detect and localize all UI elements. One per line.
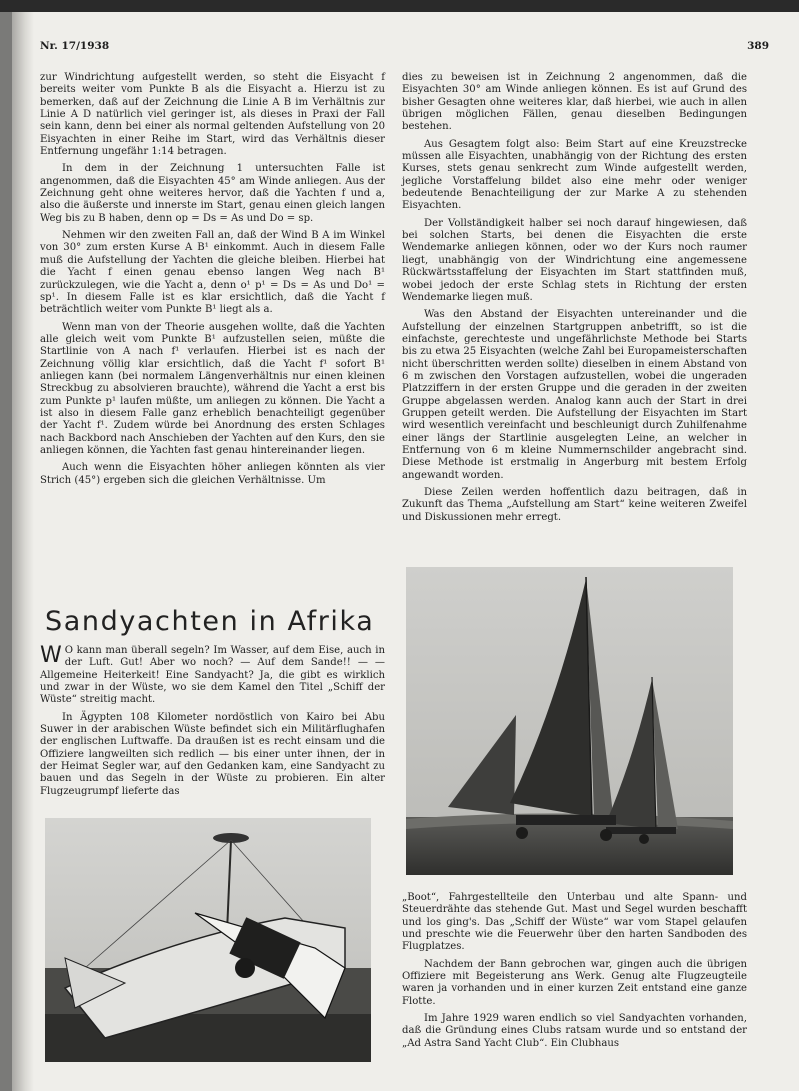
paragraph: Nachdem der Bann gebrochen war, gingen auch die übrigen Offiziere mit Begeisterung ans Werk. Genug alte Flugzeugteile waren ja vorhanden und in einer kurzen Zeit entstand eine ganze Flotte. [402, 958, 747, 1007]
paragraph: In Ägypten 108 Kilometer nordöstlich von Kairo bei Abu Suwer in der arabischen Wüste befindet sich ein Militärflughafen der englischen Luftwaffe. Da draußen ist es recht einsam und die Offiziere langweilten sich redlich — bis einer unter ihnen, der in der Heimat Segler war, auf den Gedanken kam, eine Sandyacht zu bauen und das Segeln in der Wüste zu probieren. Ein alter Flugzeugrumpf lieferte das [40, 711, 385, 797]
paragraph: Was den Abstand der Eisyachten untereinander und die Aufstellung der einzelnen Startgruppen anbetrifft, so ist die einfachste, gerechteste und ungefährlichste Methode bei Starts bis zu etwa 25 Eisyachten (welche Zahl bei Europameisterschaften nicht überschritten werden sollte) dieselben in einem Abstand von 6 m zwischen den Vorstagen aufzustellen, wobei die ungeraden Platzziffern in der ersten Gruppe und die geraden in der zweiten Gruppe abgelassen werden. Analog kann auch der Start in drei Gruppen geteilt werden. Die Aufstellung der Eisyachten im Start wird wesentlich vereinfacht und beschleunigt durch Zuhilfenahme einer längs der Startlinie ausgelegten Leine, an welcher in Entfernung von 6 m kleine Nummernschilder angebracht sind. Diese Methode ist erstmalig in Angerburg mit bestem Erfolg angewandt worden. [402, 309, 747, 481]
text-column-right-top [402, 72, 747, 524]
paragraph: Diese Zeilen werden hoffentlich dazu beitragen, daß in Zukunft das Thema „Aufstellung am Start“ keine weiteren Zweifel und Diskussionen mehr erregt. [402, 487, 747, 523]
drop-cap: W [40, 643, 62, 668]
issue-number: Nr. 17/1938 [40, 40, 110, 52]
lead-paragraph [40, 645, 385, 707]
aircraft-fuselage-yacht-photo [45, 818, 371, 1062]
article-continuation-column [402, 892, 747, 1050]
sand-yachts-photo [406, 567, 733, 875]
sailing-yachts-image [406, 567, 733, 875]
paragraph: Der Vollständigkeit halber sei noch darauf hingewiesen, daß bei solchen Starts, bei denen die Eisyachten die erste Wendemarke anliegen können, oder wo der Kurs noch raumer liegt, unabhängig von der Windrichtung eine angemessene Rückwärtsstaffelung der Eisyachten im Start stattfinden muß, wobei jedoch der erste Schlag stets in Richtung der ersten Wendemarke liegen muß. [402, 217, 747, 303]
paragraph: Nehmen wir den zweiten Fall an, daß der Wind B A im Winkel von 30° zum ersten Kurse A B¹ einkommt. Auch in diesem Falle muß die Aufstellung der Yachten die gleiche bleiben. Hierbei hat die Yacht f einen genau ebenso langen Weg nach B¹ zurückzulegen, wie die Yacht a, denn o¹ p¹ = Ds = As und Do¹ = sp¹. In diesem Falle ist es klar ersichtlich, daß die Yacht f beträchtlich weiter vom Punkte B¹ liegt als a. [40, 230, 385, 316]
lead-text: O kann man überall segeln? Im Wasser, auf dem Eise, auch in der Luft. Gut! Aber wo noch? — Auf dem Sande!! — — Allgemeine Heiterkeit! Eine Sandyacht? Ja, die gibt es wirklich und zwar in der Wüste, wo sie dem Kamel den Titel „Schiff der Wüste“ streitig macht. [40, 645, 385, 706]
magazine-page [12, 12, 799, 1091]
scanner-edge [0, 0, 799, 12]
fuselage-yacht-image [45, 818, 371, 1062]
paragraph: „Boot“, Fahrgestellteile den Unterbau und alte Spann- und Steuerdrähte das stehende Gut. Mast und Segel wurden beschafft und los ging's. Das „Schiff der Wüste“ war vom Stapel gelaufen und preschte wie die Feuerwehr über den harten Sandboden des Flugplatzes. [402, 892, 747, 953]
article-intro-column [40, 645, 385, 798]
paragraph: zur Windrichtung aufgestellt werden, so steht die Eisyacht f bereits weiter vom Punkte B als die Eisyacht a. Hierzu ist zu bemerken, daß auf der Zeichnung die Linie A B im Verhältnis zur Linie A D natürlich viel geringer ist, als dieses in Praxi der Fall sein kann, denn bei einer als normal geltenden Aufstellung von 20 Eisyachten in einer Reihe im Start, wird das Verhältnis dieser Entfernung ungefähr 1:14 betragen. [40, 72, 385, 158]
text-column-left-top [40, 72, 385, 487]
paragraph: Auch wenn die Eisyachten höher anliegen könnten als vier Strich (45°) ergeben sich die gleichen Verhältnisse. Um [40, 462, 385, 486]
paragraph: In dem in der Zeichnung 1 untersuchten Falle ist angenommen, daß die Eisyachten 45° am Winde anliegen. Aus der Zeichnung geht ohne weiteres hervor, daß die Yachten f und a, also die äußerste und innerste im Start, genau einen gleich langen Weg bis zu B haben, denn op = Ds = As und Do = sp. [40, 163, 385, 224]
paragraph: Im Jahre 1929 waren endlich so viel Sandyachten vorhanden, daß die Gründung eines Clubs ratsam wurde und so entstand der „Ad Astra Sand Yacht Club“. Ein Clubhaus [402, 1013, 747, 1049]
paragraph: dies zu beweisen ist in Zeichnung 2 angenommen, daß die Eisyachten 30° am Winde anliegen können. Es ist auf Grund des bisher Gesagten ohne weiteres klar, daß hierbei, wie auch in allen übrigen möglichen Fällen, genau dieselben Bedingungen bestehen. [402, 72, 747, 133]
paragraph: Aus Gesagtem folgt also: Beim Start auf eine Kreuzstrecke müssen alle Eisyachten, unabhängig von der Richtung des ersten Kurses, stets genau senkrecht zum Winde aufgestellt werden, jegliche Vorstaffelung bildet also eine mehr oder weniger bedeutende Benachteiligung der zur Marke A zu stehenden Eisyachten. [402, 138, 747, 212]
paragraph: Wenn man von der Theorie ausgehen wollte, daß die Yachten alle gleich weit vom Punkte B¹ aufzustellen seien, müßte die Startlinie von A nach f¹ verlaufen. Hierbei ist es nach der Zeichnung völlig klar ersichtlich, daß die Yacht f¹ sofort B¹ anliegen kann (bei normalem Längenverhältnis nur einen kleinen Streckbug zu absolvieren brauchte), während die Yacht a erst bis zum Punkte p¹ laufen müßte, um anliegen zu können. Die Yacht a ist also in diesem Falle ganz erheblich benachteiligt gegenüber der Yacht f¹. Zudem würde bei Anordnung des ersten Schlages nach Backbord nach Anschieben der Yachten auf den Kurs, den sie anliegen können, die Yachten fast genau hintereinander liegen. [40, 321, 385, 456]
article-title: Sandyachten in Afrika [45, 606, 375, 637]
page-number: 389 [747, 40, 769, 52]
